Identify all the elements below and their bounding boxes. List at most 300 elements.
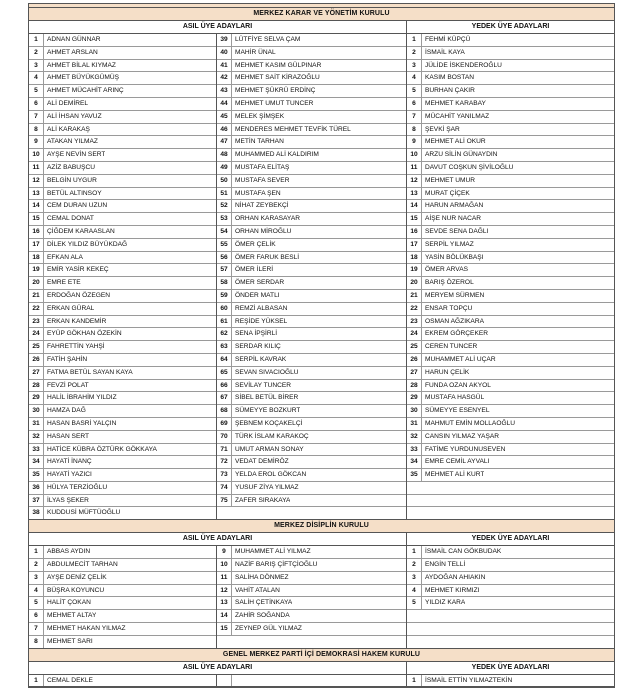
column-header-row <box>29 21 614 34</box>
row-number: 24 <box>407 328 422 340</box>
row-number: 19 <box>29 264 44 276</box>
list-item <box>217 482 406 495</box>
row-number: 45 <box>217 111 232 123</box>
row-number: 4 <box>29 72 44 84</box>
list-item <box>407 559 614 572</box>
reserve-members-column <box>407 546 614 647</box>
row-number: 74 <box>217 482 232 494</box>
row-number: 1 <box>29 675 44 687</box>
candidate-name: SÜMEYYE BOZKURT <box>235 407 301 415</box>
list-item <box>217 341 406 354</box>
row-number: 36 <box>29 482 44 494</box>
row-number: 21 <box>407 290 422 302</box>
list-item <box>29 585 216 598</box>
list-item <box>29 303 216 316</box>
list-item <box>29 162 216 175</box>
candidate-name: MEHMET SARI <box>47 637 93 645</box>
candidate-name: CEM DURAN UZUN <box>47 202 108 210</box>
list-item <box>29 34 216 47</box>
list-item <box>29 252 216 265</box>
list-item <box>407 418 614 431</box>
main-members-header: ASIL ÜYE ADAYLARI <box>29 533 407 545</box>
list-item <box>29 136 216 149</box>
candidate-name: BARIŞ ÖZEROL <box>425 279 474 287</box>
list-item <box>29 264 216 277</box>
list-item <box>407 124 614 137</box>
row-number: 16 <box>29 226 44 238</box>
list-item <box>29 111 216 124</box>
reserve-members-header: YEDEK ÜYE ADAYLARI <box>471 535 550 543</box>
list-item <box>29 98 216 111</box>
row-number: 35 <box>407 469 422 481</box>
row-number: 66 <box>217 380 232 392</box>
list-item <box>29 380 216 393</box>
main-members-column-2 <box>217 34 407 519</box>
list-item <box>29 597 216 610</box>
candidate-name: MUSTAFA ELİTAŞ <box>235 163 290 171</box>
candidate-name: MEHMET ALİ KURT <box>425 471 485 479</box>
list-item <box>29 175 216 188</box>
list-item <box>407 111 614 124</box>
candidate-name: EMİR YASİR KEKEÇ <box>47 266 109 274</box>
row-number: 58 <box>217 277 232 289</box>
list-item <box>407 380 614 393</box>
row-number: 5 <box>407 597 422 609</box>
list-item <box>217 213 406 226</box>
candidate-list-table <box>28 3 615 688</box>
row-number: 28 <box>29 380 44 392</box>
list-item <box>29 47 216 60</box>
row-number <box>217 636 231 648</box>
candidate-name: AHMET BÜYÜKGÜMÜŞ <box>47 74 120 82</box>
row-number: 6 <box>29 610 44 622</box>
candidate-name: ORHAN MİROĞLU <box>235 227 292 235</box>
list-item <box>29 239 216 252</box>
row-number: 3 <box>407 572 422 584</box>
row-number: 14 <box>407 200 422 212</box>
row-number: 72 <box>217 456 232 468</box>
list-item <box>407 405 614 418</box>
candidate-name: HARUN ÇELİK <box>425 368 470 376</box>
list-item <box>217 469 406 482</box>
candidate-name: ALİ KARAKAŞ <box>47 125 90 133</box>
candidate-name: ÖNDER MATLI <box>235 291 280 299</box>
list-item <box>217 354 406 367</box>
candidate-name: MAHMUT EMİN MOLLAOĞLU <box>425 419 516 427</box>
row-number: 6 <box>407 98 422 110</box>
candidate-name: BÜŞRA KOYUNCU <box>47 586 105 594</box>
row-number: 30 <box>29 405 44 417</box>
row-number: 43 <box>217 85 232 97</box>
candidate-name: HASAN BASRİ YALÇIN <box>47 419 117 427</box>
candidate-name: AZİZ BABUŞCU <box>47 163 95 171</box>
row-number: 56 <box>217 252 232 264</box>
candidate-name: ORHAN KARASAYAR <box>235 215 300 223</box>
candidate-name: MEHMET HAKAN YILMAZ <box>47 625 126 633</box>
list-item <box>217 149 406 162</box>
list-item <box>217 585 406 598</box>
candidate-name: AHMET MÜCAHİT ARINÇ <box>47 87 124 95</box>
row-number: 11 <box>217 572 232 584</box>
list-item <box>29 213 216 226</box>
candidate-name <box>421 636 424 648</box>
candidate-name: AHMET BİLAL KIYMAZ <box>47 61 116 69</box>
row-number: 5 <box>407 85 422 97</box>
row-number: 38 <box>29 507 44 519</box>
candidate-name: EFKAN ALA <box>47 253 83 261</box>
list-item <box>217 546 406 559</box>
candidate-name: SALİH ÇETİNKAYA <box>235 599 293 607</box>
row-number: 69 <box>217 418 232 430</box>
row-number: 9 <box>407 136 422 148</box>
row-number: 13 <box>407 188 422 200</box>
list-item <box>407 431 614 444</box>
row-number: 23 <box>29 316 44 328</box>
list-item <box>407 303 614 316</box>
candidate-name: VAHİT ATALAN <box>235 586 280 594</box>
candidate-name: ERKAN GÜRAL <box>47 304 95 312</box>
row-number: 1 <box>407 546 422 558</box>
candidate-name: MELEK ŞİMŞEK <box>235 112 285 120</box>
row-number <box>407 610 421 622</box>
candidate-name: HÜLYA TERZİOĞLU <box>47 483 108 491</box>
list-item <box>407 188 614 201</box>
candidate-name: MEHMET KASIM GÜLPINAR <box>235 61 322 69</box>
list-item <box>29 469 216 482</box>
row-number: 73 <box>217 469 232 481</box>
row-number: 55 <box>217 239 232 251</box>
row-number: 3 <box>407 60 422 72</box>
reserve-members-header: YEDEK ÜYE ADAYLARI <box>471 663 550 671</box>
candidate-name: ADNAN GÜNNAR <box>47 36 101 43</box>
row-number: 28 <box>407 380 422 392</box>
list-item <box>217 264 406 277</box>
row-number: 15 <box>407 213 422 225</box>
row-number: 75 <box>217 495 232 507</box>
list-item <box>217 405 406 418</box>
row-number: 18 <box>407 252 422 264</box>
candidate-name: MÜCAHİT YANILMAZ <box>425 112 490 120</box>
row-number: 41 <box>217 60 232 72</box>
section-body <box>29 675 614 688</box>
section-title: MERKEZ KARAR VE YÖNETİM KURULU <box>29 8 614 21</box>
candidate-name: HATİCE KÜBRA ÖZTÜRK GÖKKAYA <box>47 445 157 453</box>
row-number: 20 <box>407 277 422 289</box>
candidate-name <box>231 507 234 519</box>
candidate-name: İLYAS ŞEKER <box>47 496 89 504</box>
list-item <box>29 572 216 585</box>
candidate-name: SEVAN SIVACIOĞLU <box>235 368 299 376</box>
candidate-name: AHMET ARSLAN <box>47 48 98 56</box>
row-number: 16 <box>407 226 422 238</box>
reserve-members-column <box>407 34 614 519</box>
candidate-name: JÜLİDE İSKENDEROĞLU <box>425 61 502 69</box>
list-item <box>407 136 614 149</box>
list-item <box>407 34 614 47</box>
list-item <box>407 597 614 610</box>
candidate-name <box>232 675 235 687</box>
list-item <box>217 367 406 380</box>
candidate-name: ATAKAN YILMAZ <box>47 138 98 146</box>
row-number: 13 <box>217 597 232 609</box>
list-item <box>217 572 406 585</box>
candidate-name: MEHMET UMUT TUNCER <box>235 99 314 107</box>
list-item <box>217 162 406 175</box>
row-number: 59 <box>217 290 232 302</box>
candidate-name: ABDULMECİT TARHAN <box>47 561 118 569</box>
candidate-name: ABBAS AYDIN <box>47 548 91 556</box>
candidate-name: YASİN BÖLÜKBAŞI <box>425 253 484 261</box>
candidate-name: HASAN SERT <box>47 432 90 440</box>
list-item <box>29 495 216 508</box>
list-item <box>217 175 406 188</box>
list-item <box>407 226 614 239</box>
candidate-name: EKREM GÖRÇEKER <box>425 330 489 338</box>
list-item <box>217 495 406 508</box>
row-number: 4 <box>407 72 422 84</box>
list-item <box>217 111 406 124</box>
row-number: 37 <box>29 495 44 507</box>
candidate-name: KUDDUSİ MÜFTÜOĞLU <box>47 509 121 517</box>
candidate-name: MEHMET ALTAY <box>47 612 97 620</box>
row-number <box>217 507 231 519</box>
list-item <box>407 264 614 277</box>
row-number: 57 <box>217 264 232 276</box>
candidate-name: ENSAR TOPÇU <box>425 304 473 312</box>
list-item <box>217 72 406 85</box>
candidate-name <box>231 636 234 648</box>
candidate-name: MUSTAFA HASGÜL <box>425 394 485 402</box>
row-number <box>407 623 421 635</box>
candidate-name: AYDOĞAN AHIAKIN <box>425 573 486 581</box>
section-title: MERKEZ DİSİPLİN KURULU <box>29 520 614 533</box>
candidate-name: MUHAMMED ALİ KALDIRIM <box>235 151 319 159</box>
row-number: 60 <box>217 303 232 315</box>
candidate-name: MEHMET UMUR <box>425 176 476 184</box>
row-number: 3 <box>29 572 44 584</box>
row-number: 29 <box>29 392 44 404</box>
list-item <box>407 444 614 457</box>
row-number: 25 <box>407 341 422 353</box>
row-number: 1 <box>29 546 44 558</box>
list-item <box>217 226 406 239</box>
list-item <box>217 675 406 687</box>
candidate-name: BELGİN UYGUR <box>47 176 97 184</box>
row-number: 11 <box>29 162 44 174</box>
row-number: 5 <box>29 597 44 609</box>
main-members-column-1 <box>29 34 217 519</box>
candidate-name: MUSTAFA ŞEN <box>235 189 281 197</box>
row-number: 31 <box>407 418 422 430</box>
list-item <box>217 328 406 341</box>
list-item <box>217 85 406 98</box>
row-number: 26 <box>29 354 44 366</box>
list-item <box>29 277 216 290</box>
section-body <box>29 546 614 648</box>
list-item <box>29 623 216 636</box>
list-item <box>407 213 614 226</box>
list-item <box>407 252 614 265</box>
candidate-name: HARUN ARMAĞAN <box>425 202 484 210</box>
candidate-name: MUSTAFA SEVER <box>235 176 290 184</box>
candidate-name: CEMAL DONAT <box>47 215 94 223</box>
candidate-name: NAZİF BARIŞ ÇİFTÇİOĞLU <box>235 561 318 569</box>
list-item <box>217 98 406 111</box>
row-number: 4 <box>407 585 422 597</box>
list-item <box>217 47 406 60</box>
candidate-name <box>421 623 424 635</box>
candidate-name: BURHAN ÇAKIR <box>425 87 475 95</box>
list-item <box>29 444 216 457</box>
reserve-members-header: YEDEK ÜYE ADAYLARI <box>471 23 550 30</box>
list-item <box>407 98 614 111</box>
row-number: 27 <box>407 367 422 379</box>
row-number: 68 <box>217 405 232 417</box>
list-item <box>217 559 406 572</box>
main-members-header: ASIL ÜYE ADAYLARI <box>29 21 407 33</box>
row-number: 61 <box>217 316 232 328</box>
row-number: 39 <box>217 34 232 46</box>
row-number: 10 <box>217 559 232 571</box>
list-item <box>407 60 614 73</box>
list-item <box>217 636 406 648</box>
candidate-name: FAHRETTİN YAHŞİ <box>47 343 105 351</box>
list-item <box>29 341 216 354</box>
row-number: 24 <box>29 328 44 340</box>
list-item <box>217 380 406 393</box>
row-number: 4 <box>29 585 44 597</box>
candidate-name: SERPİL YILMAZ <box>425 240 474 248</box>
row-number: 2 <box>407 559 422 571</box>
list-item <box>217 34 406 47</box>
row-number: 34 <box>407 456 422 468</box>
candidate-name: UMUT ARMAN SONAY <box>235 445 304 453</box>
list-item <box>217 610 406 623</box>
list-item <box>407 277 614 290</box>
list-item <box>407 585 614 598</box>
candidate-name: AYŞE NEVİN SERT <box>47 151 106 159</box>
row-number: 26 <box>407 354 422 366</box>
row-number: 7 <box>29 111 44 123</box>
candidate-name: SERPİL KAVRAK <box>235 355 287 363</box>
list-item <box>29 354 216 367</box>
row-number: 52 <box>217 200 232 212</box>
main-members-column-2 <box>217 675 407 687</box>
candidate-name: HAYATİ YAZICI <box>47 471 92 479</box>
list-item <box>407 341 614 354</box>
candidate-name: HAYATİ İNANÇ <box>47 458 92 466</box>
candidate-name: ALİ İHSAN YAVUZ <box>47 112 102 120</box>
list-item <box>407 175 614 188</box>
row-number: 12 <box>217 585 232 597</box>
candidate-name: ÖMER İLERİ <box>235 266 274 274</box>
row-number: 11 <box>407 162 422 174</box>
row-number: 8 <box>29 124 44 136</box>
candidate-name: BETÜL ALTINSOY <box>47 189 102 197</box>
list-item <box>217 431 406 444</box>
list-item <box>29 418 216 431</box>
list-item <box>29 200 216 213</box>
candidate-name: CEREN TUNCER <box>425 343 478 351</box>
row-number: 15 <box>29 213 44 225</box>
list-item <box>29 431 216 444</box>
candidate-name: YELDA EROL GÖKCAN <box>235 471 307 479</box>
list-item <box>407 354 614 367</box>
candidate-name: ALİ DEMİREL <box>47 99 89 107</box>
list-item <box>407 290 614 303</box>
list-item <box>217 239 406 252</box>
list-item <box>29 124 216 137</box>
list-item <box>407 392 614 405</box>
row-number: 40 <box>217 47 232 59</box>
row-number: 1 <box>29 34 44 46</box>
candidate-name <box>421 610 424 622</box>
row-number: 64 <box>217 354 232 366</box>
candidate-name: ŞEBNEM KOÇAKELÇİ <box>235 419 303 427</box>
candidate-name: CANSIN YILMAZ YAŞAR <box>425 432 500 440</box>
candidate-name: ZAHİR SOĞANDA <box>235 612 290 620</box>
list-item <box>217 507 406 519</box>
main-members-column-1 <box>29 675 217 687</box>
row-number: 20 <box>29 277 44 289</box>
list-item <box>407 610 614 623</box>
candidate-name: ÇİĞDEM KARAASLAN <box>47 227 115 235</box>
row-number: 50 <box>217 175 232 187</box>
candidate-name: MAHİR ÜNAL <box>235 48 276 56</box>
candidate-name: AİŞE NUR NACAR <box>425 215 482 223</box>
row-number: 70 <box>217 431 232 443</box>
list-item <box>407 316 614 329</box>
row-number: 14 <box>217 610 232 622</box>
row-number: 14 <box>29 200 44 212</box>
row-number: 15 <box>217 623 232 635</box>
row-number: 7 <box>29 623 44 635</box>
row-number: 1 <box>407 675 422 687</box>
list-item <box>217 188 406 201</box>
row-number: 9 <box>217 546 232 558</box>
main-members-header: ASIL ÜYE ADAYLARI <box>29 662 407 674</box>
candidate-name: MEHMET KARABAY <box>425 99 486 107</box>
candidate-name: DAVUT COŞKUN ŞİVİLOĞLU <box>425 163 514 171</box>
list-item <box>29 328 216 341</box>
row-number: 10 <box>29 149 44 161</box>
list-item <box>29 675 216 687</box>
row-number: 47 <box>217 136 232 148</box>
row-number: 8 <box>407 124 422 136</box>
row-number: 44 <box>217 98 232 110</box>
row-number: 23 <box>407 316 422 328</box>
candidate-name <box>421 482 424 494</box>
list-item <box>407 623 614 636</box>
row-number: 33 <box>407 444 422 456</box>
list-item <box>29 72 216 85</box>
candidate-name: EYÜP GÖKHAN ÖZEKİN <box>47 330 122 338</box>
row-number: 51 <box>217 188 232 200</box>
list-item <box>29 188 216 201</box>
candidate-name: FATMA BETÜL SAYAN KAYA <box>47 368 133 376</box>
candidate-name: EMRE ETE <box>47 279 81 287</box>
candidate-name: MEHMET SAİT KİRAZOĞLU <box>235 74 320 82</box>
list-item <box>407 328 614 341</box>
list-item <box>217 252 406 265</box>
row-number: 46 <box>217 124 232 136</box>
candidate-name: EMRE CEMİL AYVALI <box>425 458 490 466</box>
list-item <box>29 85 216 98</box>
row-number: 1 <box>407 34 422 46</box>
candidate-name: SİBEL BETÜL BİRER <box>235 394 299 402</box>
row-number: 32 <box>29 431 44 443</box>
candidate-name: DİLEK YILDIZ BÜYÜKDAĞ <box>47 240 128 248</box>
